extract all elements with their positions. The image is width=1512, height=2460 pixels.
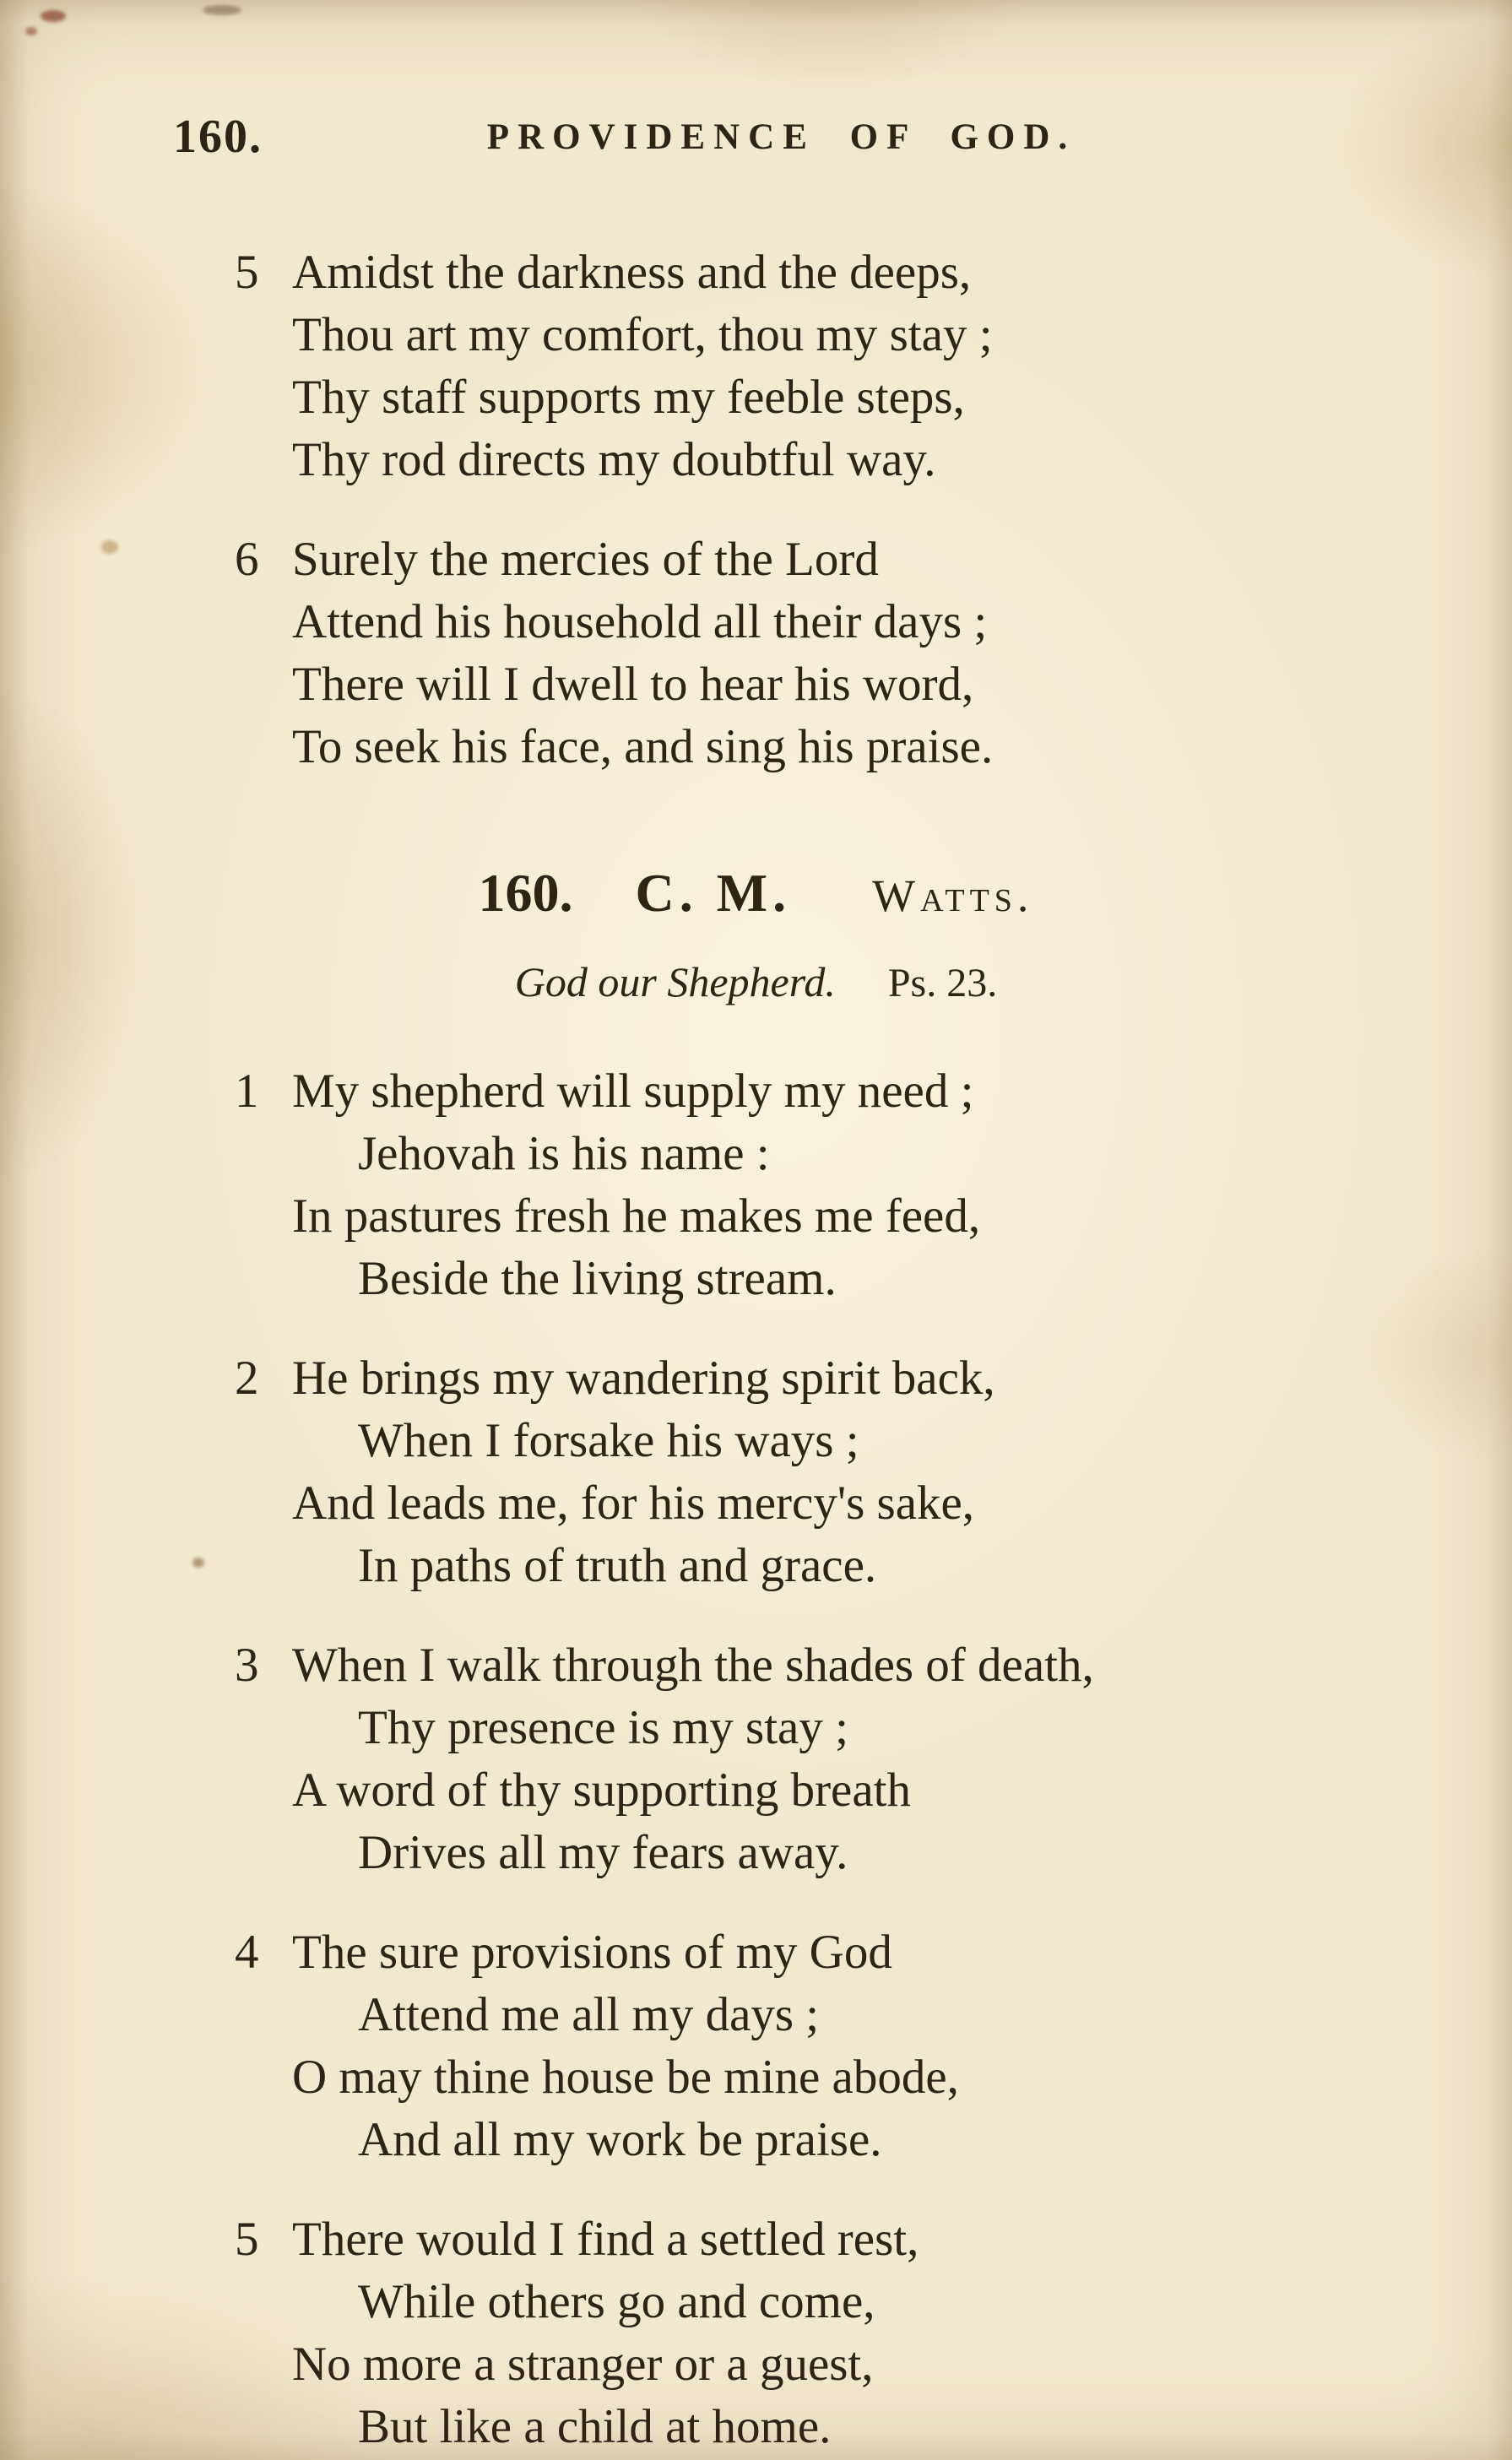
verse-number: 2 bbox=[235, 1352, 259, 1405]
verse bbox=[235, 1347, 1461, 1597]
verse-lines bbox=[292, 1060, 980, 1310]
verse bbox=[235, 241, 1461, 491]
verse bbox=[235, 528, 1461, 778]
paper-stain bbox=[192, 1558, 204, 1568]
verse-lines bbox=[292, 1921, 959, 2171]
verse-line: Surely the mercies of the Lord bbox=[292, 533, 879, 586]
verse-lines bbox=[292, 528, 993, 778]
verse-line: When I forsake his ways ; bbox=[358, 1414, 859, 1467]
verse-lines bbox=[292, 241, 993, 491]
verse-line: Thou art my comfort, thou my stay ; bbox=[292, 308, 993, 361]
verse bbox=[235, 1921, 1461, 2171]
verse-line: My shepherd will supply my need ; bbox=[292, 1065, 974, 1118]
hymn-scripture-reference: Ps. 23. bbox=[887, 961, 998, 1005]
verse-lines bbox=[292, 1634, 1094, 1884]
verse-line: A word of thy supporting breath bbox=[292, 1764, 911, 1817]
verse-line: The sure provisions of my God bbox=[292, 1926, 892, 1979]
paper-stain bbox=[25, 27, 37, 35]
verse-line: Amidst the darkness and the deeps, bbox=[292, 246, 972, 299]
verse-line: He brings my wandering spirit back, bbox=[292, 1352, 995, 1405]
verse-number: 5 bbox=[235, 2213, 259, 2266]
verse-line: In paths of truth and grace. bbox=[358, 1539, 877, 1592]
verse-line: To seek his face, and sing his praise. bbox=[292, 720, 994, 773]
hymn-number: 160. bbox=[478, 863, 573, 923]
verse-line: No more a stranger or a guest, bbox=[292, 2338, 874, 2391]
paper-stain bbox=[203, 5, 241, 15]
verse-line: Attend me all my days ; bbox=[358, 1988, 820, 2041]
hymn-title: God our Shepherd. bbox=[514, 958, 836, 1005]
verse-line: Jehovah is his name : bbox=[358, 1127, 770, 1180]
verse-lines bbox=[292, 2208, 919, 2458]
verse-number: 6 bbox=[235, 533, 259, 586]
hymn-verses bbox=[0, 1060, 1512, 2458]
running-title: PROVIDENCE OF GOD. bbox=[486, 117, 1076, 157]
page-number: 160. bbox=[173, 111, 263, 163]
verse-number: 3 bbox=[235, 1639, 259, 1692]
verse-line: In pastures fresh he makes me feed, bbox=[292, 1189, 981, 1243]
verse-line: O may thine house be mine abode, bbox=[292, 2051, 959, 2104]
verse-line: And leads me, for his mercy's sake, bbox=[292, 1477, 975, 1530]
verse-line: But like a child at home. bbox=[358, 2400, 832, 2453]
page-header bbox=[0, 111, 1512, 177]
hymn-meter: C. M. bbox=[635, 863, 792, 923]
verse-line: Drives all my fears away. bbox=[358, 1826, 848, 1879]
verse-line: When I walk through the shades of death, bbox=[292, 1639, 1094, 1692]
continued-verses bbox=[0, 241, 1512, 778]
verse-line: While others go and come, bbox=[358, 2275, 875, 2328]
hymn-author: Watts. bbox=[872, 870, 1034, 921]
verse-line: Thy staff supports my feeble steps, bbox=[292, 371, 965, 424]
verse bbox=[235, 1634, 1461, 1884]
verse-line: Thy rod directs my doubtful way. bbox=[292, 433, 936, 486]
paper-stain bbox=[101, 540, 118, 554]
paper-stain bbox=[41, 10, 66, 22]
verse-line: And all my work be praise. bbox=[358, 2113, 882, 2166]
verse-lines bbox=[292, 1347, 995, 1597]
verse bbox=[235, 2208, 1461, 2458]
verse-number: 4 bbox=[235, 1926, 259, 1979]
verse-line: There will I dwell to hear his word, bbox=[292, 658, 974, 711]
hymn-subtitle bbox=[0, 955, 1512, 1020]
verse-line: Thy presence is my stay ; bbox=[358, 1701, 848, 1754]
verse bbox=[235, 1060, 1461, 1310]
verse-line: There would I find a settled rest, bbox=[292, 2213, 919, 2266]
hymn-heading bbox=[0, 859, 1512, 941]
verse-number: 1 bbox=[235, 1065, 259, 1118]
verse-number: 5 bbox=[235, 246, 259, 299]
verse-line: Beside the living stream. bbox=[358, 1252, 837, 1305]
verse-line: Attend his household all their days ; bbox=[292, 595, 988, 648]
